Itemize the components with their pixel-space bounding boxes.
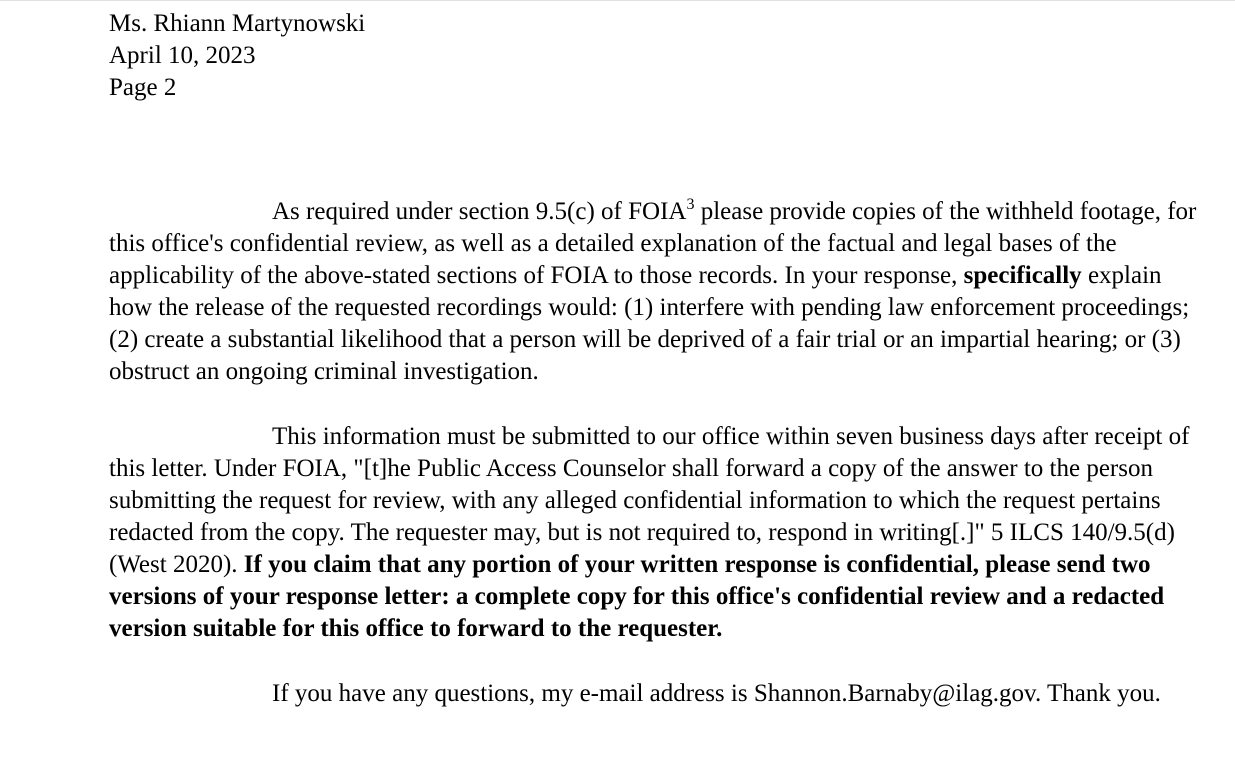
paragraph-text: If you have any questions, my e-mail address is bbox=[272, 680, 754, 707]
paragraph-text: . Thank you. bbox=[1034, 680, 1161, 707]
page-top-border bbox=[0, 0, 1235, 1]
recipient-name: Ms. Rhiann Martynowski bbox=[109, 10, 366, 37]
emphasis-text: specifically bbox=[963, 262, 1082, 289]
paragraph-text: This information must be submitted to our office within seven business days after receipt of this letter. Under FOIA, "[t]he Public Access Counselor shall forward a copy of the answer to the person submitting the request for review, with any alleged confidential information to which the request pertains redacted from the copy. The requester may, but is not required to, respond in writing[.]" 5 ILCS 140/9.5(d) (West 2020). bbox=[109, 423, 1190, 578]
paragraph-text: explain how the release of the requested recordings would: (1) interfere with pending law enforcement proceedings; (2) create a substantial likelihood that a person will be deprived of a fair trial or an impartial hearing; or (3) obstruct an ongoing criminal investigation. bbox=[109, 262, 1190, 385]
paragraph-text: please provide copies of the withheld footage, for this office's confidential review, as well as a detailed explanation of the factual and legal bases of the applicability of the above-stated sections of FOIA to those records. In your response, bbox=[109, 198, 1197, 289]
confidentiality-notice: If you claim that any portion of your written response is confidential, please send two versions of your response letter: a complete copy for this office's confidential review and a redacted version suitable for this office to forward to the requester. bbox=[109, 551, 1165, 642]
contact-email: Shannon.Barnaby@ilag.gov bbox=[753, 680, 1035, 707]
letter-page bbox=[109, 8, 1209, 710]
paragraph-submission-deadline bbox=[109, 421, 1209, 645]
paragraph-text: As required under section 9.5(c) of FOIA bbox=[272, 198, 687, 225]
letter-date: April 10, 2023 bbox=[109, 42, 256, 69]
paragraph-contact bbox=[109, 678, 1209, 710]
footnote-reference: 3 bbox=[686, 196, 695, 213]
letter-header bbox=[109, 8, 1209, 104]
page-number: Page 2 bbox=[109, 74, 177, 101]
paragraph-withheld-footage bbox=[109, 196, 1209, 388]
